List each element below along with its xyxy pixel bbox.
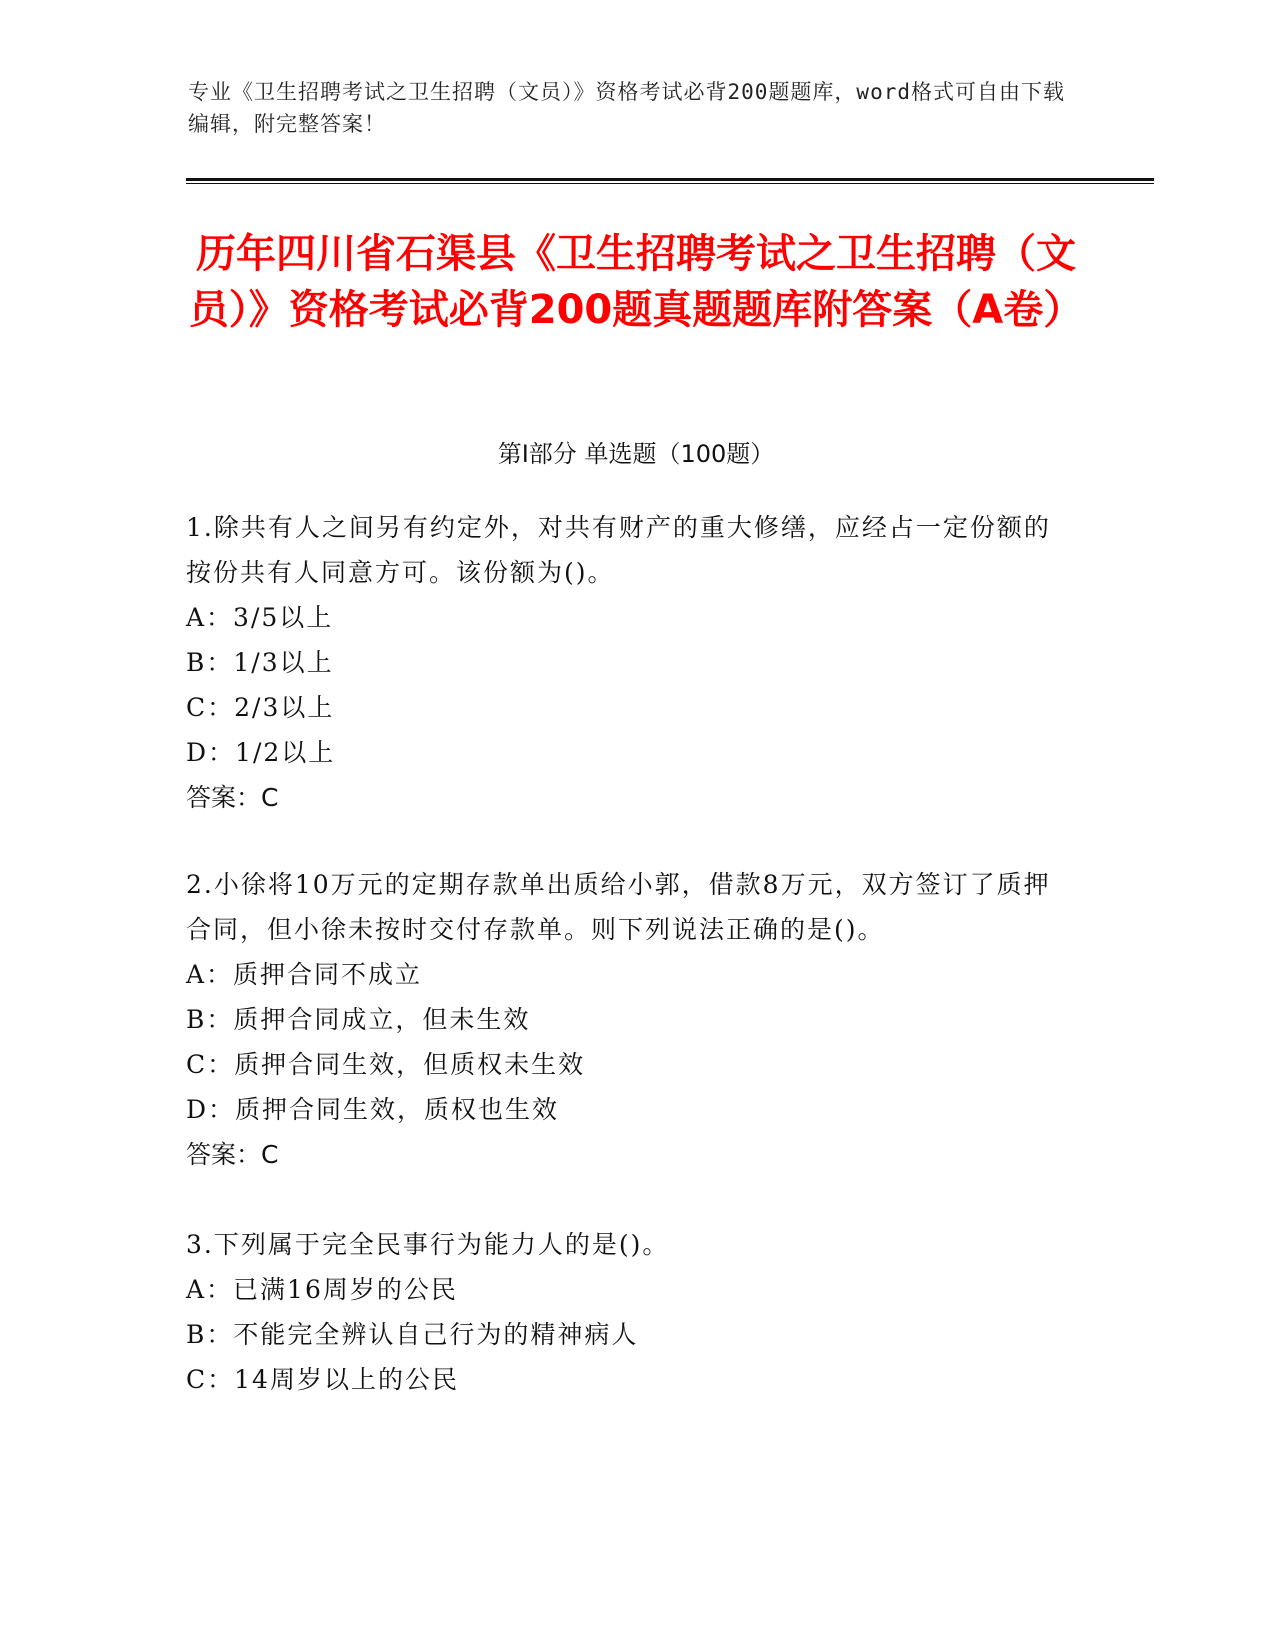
answer: 答案：C: [186, 783, 279, 812]
question-text: 2.小徐将10万元的定期存款单出质给小郭，借款8万元，双方签订了质押合同，但小徐未按时交付存款单。则下列说法正确的是()。: [186, 870, 1051, 944]
option-b: B：1/3以上: [186, 648, 334, 677]
question-3: [186, 1222, 1066, 1402]
option-b: B：不能完全辨认自己行为的精神病人: [186, 1320, 639, 1349]
header-note: 专业《卫生招聘考试之卫生招聘（文员）》资格考试必背200题题库，word格式可自由下载编辑，附完整答案！: [188, 80, 1065, 136]
header-divider-thin: [186, 183, 1154, 184]
document-title: 历年四川省石渠县《卫生招聘考试之卫生招聘（文员）》资格考试必背200题真题题库附答案（A卷）: [188, 231, 1084, 333]
question-1: [186, 505, 1066, 820]
answer: 答案：C: [186, 1140, 279, 1169]
question-2: [186, 862, 1066, 1177]
option-a: A：质押合同不成立: [186, 960, 423, 989]
option-d: D：质押合同生效，质权也生效: [186, 1095, 560, 1124]
option-c: C：14周岁以上的公民: [186, 1365, 459, 1394]
header-divider-thick: [186, 178, 1154, 181]
section-title: 第I部分 单选题（100题）: [497, 440, 775, 468]
option-c: C：2/3以上: [186, 693, 335, 722]
option-a: A：已满16周岁的公民: [186, 1275, 458, 1304]
option-a: A：3/5以上: [186, 603, 334, 632]
question-text: 1.除共有人之间另有约定外，对共有财产的重大修缮，应经占一定份额的按份共有人同意方可。该份额为()。: [186, 513, 1051, 587]
question-text: 3.下列属于完全民事行为能力人的是()。: [186, 1230, 670, 1259]
option-c: C：质押合同生效，但质权未生效: [186, 1050, 586, 1079]
option-d: D：1/2以上: [186, 738, 336, 767]
option-b: B：质押合同成立，但未生效: [186, 1005, 531, 1034]
